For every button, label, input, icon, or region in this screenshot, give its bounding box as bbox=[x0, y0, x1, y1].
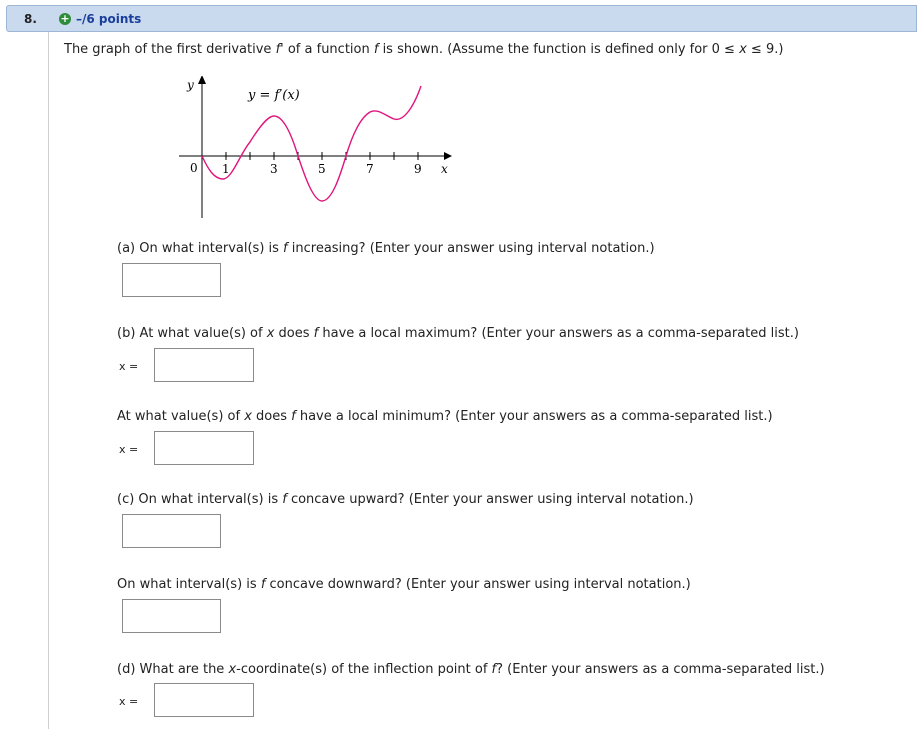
part-b-max-x-label: x = bbox=[119, 360, 139, 373]
part-b-min-question: At what value(s) of x does f have a local minimum? (Enter your answers as a comma-separated list.) bbox=[117, 409, 773, 424]
question-header bbox=[6, 5, 917, 32]
part-b-max-question: (b) At what value(s) of x does f have a local maximum? (Enter your answers as a comma-separated list.) bbox=[117, 326, 799, 341]
tick-label-1: 1 bbox=[222, 162, 230, 176]
tick-label-7: 7 bbox=[366, 162, 374, 176]
part-c-up-question: (c) On what interval(s) is f concave upward? (Enter your answer using interval notation.) bbox=[117, 492, 694, 507]
part-c-up-answer-input[interactable] bbox=[122, 514, 221, 548]
part-d-x-label: x = bbox=[119, 695, 139, 708]
question-content bbox=[48, 32, 917, 729]
part-c-down-question: On what interval(s) is f concave downward? (Enter your answer using interval notation.) bbox=[117, 577, 691, 592]
part-b-min-x-label: x = bbox=[119, 443, 139, 456]
y-axis-arrow-icon bbox=[198, 76, 206, 84]
part-d-question: (d) What are the x-coordinate(s) of the inflection point of f? (Enter your answers as a comma-separated list.) bbox=[117, 662, 825, 677]
part-d-answer-input[interactable] bbox=[154, 683, 254, 717]
part-b-max-answer-input[interactable] bbox=[154, 348, 254, 382]
part-a-question: (a) On what interval(s) is f increasing? (Enter your answer using interval notation.) bbox=[117, 241, 655, 256]
tick-label-3: 3 bbox=[270, 162, 278, 176]
question-prompt: The graph of the first derivative f' of a function f is shown. (Assume the function is defined only for 0 ≤ x ≤ 9.) bbox=[64, 42, 784, 57]
x-axis-label: x bbox=[441, 162, 448, 176]
part-a-answer-input[interactable] bbox=[122, 263, 221, 297]
derivative-curve bbox=[202, 86, 421, 201]
y-axis-label: y bbox=[187, 78, 194, 92]
part-b-min-answer-input[interactable] bbox=[154, 431, 254, 465]
tick-label-9: 9 bbox=[414, 162, 422, 176]
curve-label: y = f′(x) bbox=[248, 88, 300, 103]
question-number: 8. bbox=[24, 12, 37, 26]
points-label: –/6 points bbox=[76, 12, 142, 26]
part-c-down-answer-input[interactable] bbox=[122, 599, 221, 633]
derivative-graph bbox=[176, 76, 476, 226]
tick-label-5: 5 bbox=[318, 162, 326, 176]
origin-label: 0 bbox=[190, 161, 198, 175]
expand-plus-icon[interactable]: + bbox=[60, 12, 70, 25]
x-axis-arrow-icon bbox=[444, 152, 452, 160]
